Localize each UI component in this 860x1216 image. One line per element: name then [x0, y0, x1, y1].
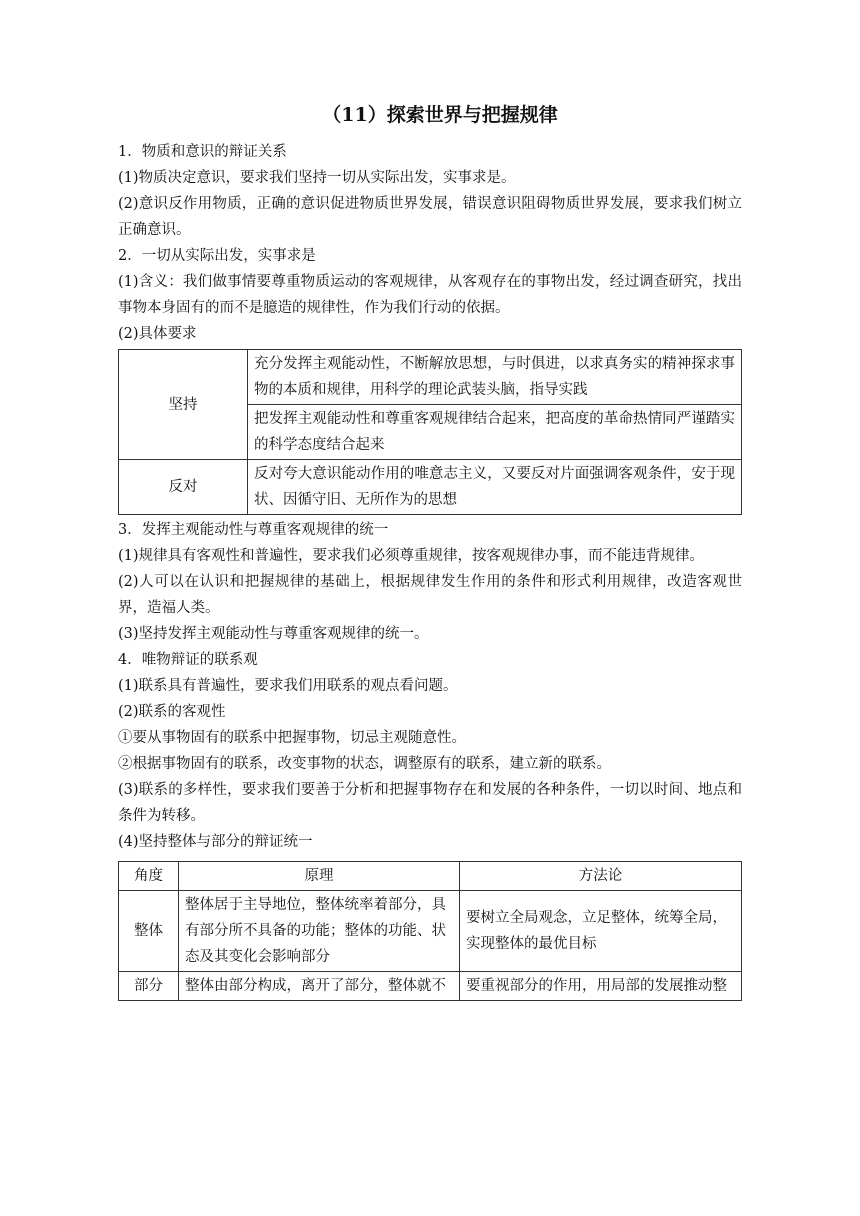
- table-cell-label: 反对: [119, 460, 248, 515]
- document-content: [118, 100, 742, 1001]
- paragraph: (2)联系的客观性: [118, 704, 226, 720]
- table-row: [119, 972, 742, 1001]
- table-row: [119, 460, 742, 515]
- paragraph: (3)坚持发挥主观能动性与尊重客观规律的统一。: [118, 626, 429, 642]
- table-cell-label: 部分: [119, 972, 179, 1001]
- table-row: [119, 891, 742, 972]
- table-cell: 要树立全局观念，立足整体，统筹全局，实现整体的最优目标: [460, 891, 742, 972]
- heading-2: 2．一切从实际出发，实事求是: [118, 248, 316, 264]
- table-row: [119, 350, 742, 405]
- paragraph: ①要从事物固有的联系中把握事物，切忌主观随意性。: [118, 730, 466, 746]
- paragraph: (1)物质决定意识，要求我们坚持一切从实际出发，实事求是。: [118, 170, 516, 186]
- paragraph: (4)坚持整体与部分的辩证统一: [118, 834, 313, 850]
- table-cell: 要重视部分的作用，用局部的发展推动整: [460, 972, 742, 1001]
- table-cell: 整体由部分构成，离开了部分，整体就不: [179, 972, 460, 1001]
- table-cell: 整体居于主导地位，整体统率着部分，具有部分所不具备的功能；整体的功能、状态及其变化会影响部分: [179, 891, 460, 972]
- requirements-table: [118, 349, 742, 515]
- table-cell-label: 整体: [119, 891, 179, 972]
- table-header-row: [119, 862, 742, 891]
- heading-4: 4．唯物辩证的联系观: [118, 652, 258, 668]
- paragraph: (3)联系的多样性，要求我们要善于分析和把握事物存在和发展的各种条件，一切以时间、地点和条件为转移。: [118, 782, 742, 824]
- heading-1: 1．物质和意识的辩证关系: [118, 144, 287, 160]
- paragraph: (2)人可以在认识和把握规律的基础上，根据规律发生作用的条件和形式利用规律，改造客观世界，造福人类。: [118, 574, 742, 616]
- page-title: （11）探索世界与把握规律: [322, 104, 558, 126]
- table-cell: 反对夸大意识能动作用的唯意志主义，又要反对片面强调客观条件，安于现状、因循守旧、无所作为的思想: [248, 460, 742, 515]
- heading-3: 3．发挥主观能动性与尊重客观规律的统一: [118, 522, 389, 538]
- paragraph: (1)规律具有客观性和普遍性，要求我们必须尊重规律，按客观规律办事，而不能违背规律。: [118, 548, 705, 564]
- table-header: 角度: [119, 862, 179, 891]
- table-cell-label: 坚持: [119, 350, 248, 460]
- paragraph: ②根据事物固有的联系，改变事物的状态，调整原有的联系，建立新的联系。: [118, 756, 611, 772]
- paragraph: (1)含义：我们做事情要尊重物质运动的客观规律，从客观存在的事物出发，经过调查研究，找出事物本身固有的而不是臆造的规律性，作为我们行动的依据。: [118, 274, 742, 316]
- paragraph: (2)具体要求: [118, 326, 197, 342]
- table-header: 方法论: [460, 862, 742, 891]
- whole-part-table: [118, 861, 742, 1001]
- table-header: 原理: [179, 862, 460, 891]
- table-cell: 充分发挥主观能动性，不断解放思想，与时俱进，以求真务实的精神探求事物的本质和规律，用科学的理论武装头脑，指导实践: [248, 350, 742, 405]
- table-cell: 把发挥主观能动性和尊重客观规律结合起来，把高度的革命热情同严谨踏实的科学态度结合起来: [248, 405, 742, 460]
- paragraph: (1)联系具有普遍性，要求我们用联系的观点看问题。: [118, 678, 458, 694]
- paragraph: (2)意识反作用物质，正确的意识促进物质世界发展，错误意识阻碍物质世界发展，要求我们树立正确意识。: [118, 196, 742, 238]
